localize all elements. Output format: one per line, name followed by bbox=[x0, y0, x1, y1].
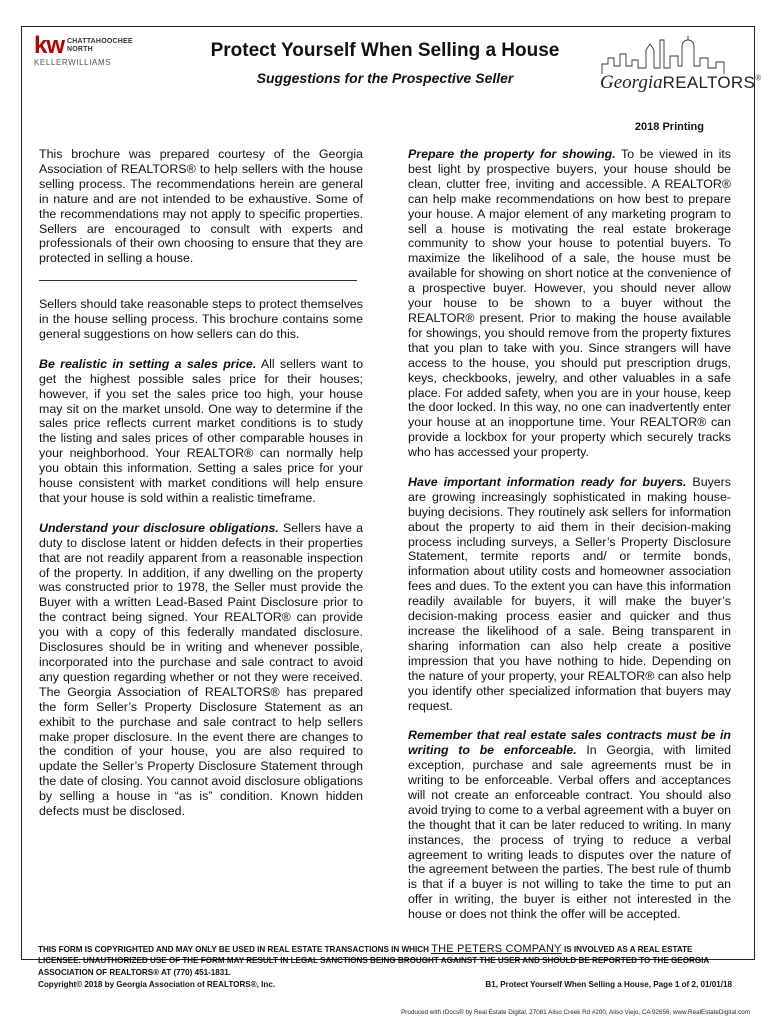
document-title: Protect Yourself When Selling a House bbox=[210, 40, 560, 61]
section-body: In Georgia, with limited exception, purchase and sale agreements must be in writing to be enforceable. Verbal offers and acceptances will not create an enforceable contract. You should also avoid trying to come to a verbal agreement with a buyer on the thought that it can be later reduced to writing. In many instances, the process of trying to reduce a verbal agreement to writing leads to disputes over the nature of the agreement between the parties. The best rule of thumb is that if a buyer is not willing to take the time to put an offer in writing, the buyer is either not interested in the house or does not think the offer will be accepted. bbox=[408, 743, 731, 922]
section-heading: Have important information ready for buyers. bbox=[408, 474, 687, 489]
brokerage-name: THE PETERS COMPANY bbox=[431, 943, 562, 955]
printing-year: 2018 Printing bbox=[634, 121, 704, 133]
gar-word: REALTORS bbox=[662, 73, 756, 92]
kw-mark: kw bbox=[34, 32, 65, 59]
notice-part2: IS INVOLVED AS A REAL ESTATE LICENSEE. UNAUTHORIZED USE OF THE FORM MAY RESULT IN LEGAL SANCTIONS BEING BROUGHT AGAINST THE USER AND SHOULD BE REPORTED TO THE GEORGIA ASSOCIATION OF REALTORS® AT (770) 451-1831. bbox=[38, 945, 709, 977]
georgia-realtors-wordmark bbox=[600, 72, 761, 94]
section-body: To be viewed in its best light by prospective buyers, your house should be clean, clutter free, inviting and accessible. A REALTOR® can help make recommendations on how best to prepare your house. A major element of any marketing program to sell a house is motivating the real estate brokerage community to show your house to potential buyers. To maximize the likelihood of a sale, the house must be available for showing on short notice at the convenience of a prospective buyer. However, you should never allow your house to be shown to a buyer without the REALTOR® present. Prior to making the house available for showings, you should remove from the property fixtures that you plan to take with you. Since strangers will have access to the house, you should put prescription drugs, keys, checkbooks, jewelry, and other valuables in a safe place. For added safety, when you are in your house, keep the door locked. In this way, no one can inadvertently enter your house at an inopportune time. Your REALTOR® can provide a lockbox for your property which securely tracks who has accessed your property. bbox=[408, 147, 731, 460]
section-written-contracts bbox=[408, 728, 731, 922]
left-column bbox=[39, 147, 363, 819]
notice-part1: THIS FORM IS COPYRIGHTED AND MAY ONLY BE USED IN REAL ESTATE TRANSACTIONS IN WHICH bbox=[38, 945, 432, 954]
form-reference: B1, Protect Yourself When Selling a House, Page 1 of 2, 01/01/18 bbox=[485, 979, 732, 989]
section-heading: Understand your disclosure obligations. bbox=[39, 520, 279, 535]
section-body: All sellers want to get the highest possible sales price for their houses; however, if you set the sales price too high, your house may sit on the market unsold. One way to determine if the sales price reflects current market conditions is to study the listing and sales prices of other comparable houses in your neighborhood. Your REALTOR® can normally help you obtain this information. Setting a sales price for your house consistent with market conditions will help ensure that your house is sold within a realistic timeframe. bbox=[39, 356, 363, 506]
copyright-line: Copyright© 2018 by Georgia Association of REALTORS®, Inc. bbox=[38, 979, 276, 989]
section-heading: Be realistic in setting a sales price. bbox=[39, 356, 257, 371]
right-column bbox=[408, 147, 731, 922]
section-heading: Remember that real estate sales contracts must be in writing to be enforceable. bbox=[408, 728, 731, 758]
section-sales-price bbox=[39, 357, 363, 506]
produced-with-credit: Produced with rDocs® by Real Estate Digital, 27081 Aliso Creek Rd #200, Aliso Viejo, CA 92656, www.RealEstateDigital.com bbox=[401, 1009, 750, 1016]
gar-mark: ® bbox=[755, 73, 762, 83]
footer bbox=[38, 944, 732, 990]
section-body: Buyers are growing increasingly sophisticated in making house-buying decisions. They routinely ask sellers for information about the property to aid them in their decision-making process including surveys, a Seller’s Property Disclosure Statement, termite reports and/ or termite bonds, information about utility costs and homeowner association fees and dues. To the extent you can have this information readily available for buyers, it will make the buyer’s decision-making process easier and quicker and thus increase the likelihood of a sale. Being transparent in sharing information can also help create a positive impression that you have nothing to hide. Depending on the nature of your property, your REALTOR® can also help you identify other specialized information that buyers may request. bbox=[408, 474, 731, 713]
steps-paragraph: Sellers should take reasonable steps to protect themselves in the house selling process. This brochure contains some general suggestions on how sellers can do this. bbox=[39, 297, 363, 342]
section-disclosure bbox=[39, 521, 363, 819]
section-heading: Prepare the property for showing. bbox=[408, 147, 616, 161]
footer-row bbox=[38, 978, 732, 990]
kw-office-line1: CHATTAHOOCHEE bbox=[67, 38, 133, 45]
intro-paragraph: This brochure was prepared courtesy of the Georgia Association of REALTORS® to help sellers with the house selling process. The recommendations herein are general in nature and are not intended to be exhaustive. Some of the recommendations may not apply to specific properties. Sellers are encouraged to consult with experts and professionals of their own choosing to ensure that they are protected in selling a house. bbox=[39, 147, 363, 266]
section-showing bbox=[408, 147, 731, 460]
gar-script: Georgia bbox=[600, 72, 663, 93]
section-body: Sellers have a duty to disclose latent or hidden defects in their properties that are not readily apparent from a reasonable inspection of the property. In addition, if any dwelling on the property was constructed prior to 1978, the Seller must provide the Buyer with a written Lead-Based Paint Disclosure prior to the contract being signed. Your REALTOR® can provide you with a copy of this federally mandated disclosure. Disclosures should be in writing and whenever possible, incorporated into the purchase and sale contract to avoid any question regarding whether or not they were received. The Georgia Association of REALTORS® has prepared the form Seller’s Property Disclosure Statement as an exhibit to the purchase and sale contract to help sellers make proper disclosure. In the event there are changes to the condition of your house, you are also required to update the Seller’s Property Disclosure Statement through the date of closing. You cannot avoid disclosure obligations by selling a house in “as is” condition. Known hidden defects must be disclosed. bbox=[39, 520, 363, 819]
kw-brand: KELLERWILLIAMS bbox=[34, 58, 112, 67]
georgia-realtors-logo bbox=[596, 36, 762, 106]
section-information bbox=[408, 475, 731, 714]
kw-office-line2: NORTH bbox=[67, 46, 93, 53]
divider bbox=[39, 280, 357, 281]
document-subtitle: Suggestions for the Prospective Seller bbox=[256, 70, 514, 86]
skyline-icon bbox=[596, 36, 736, 76]
copyright-notice bbox=[38, 944, 732, 978]
